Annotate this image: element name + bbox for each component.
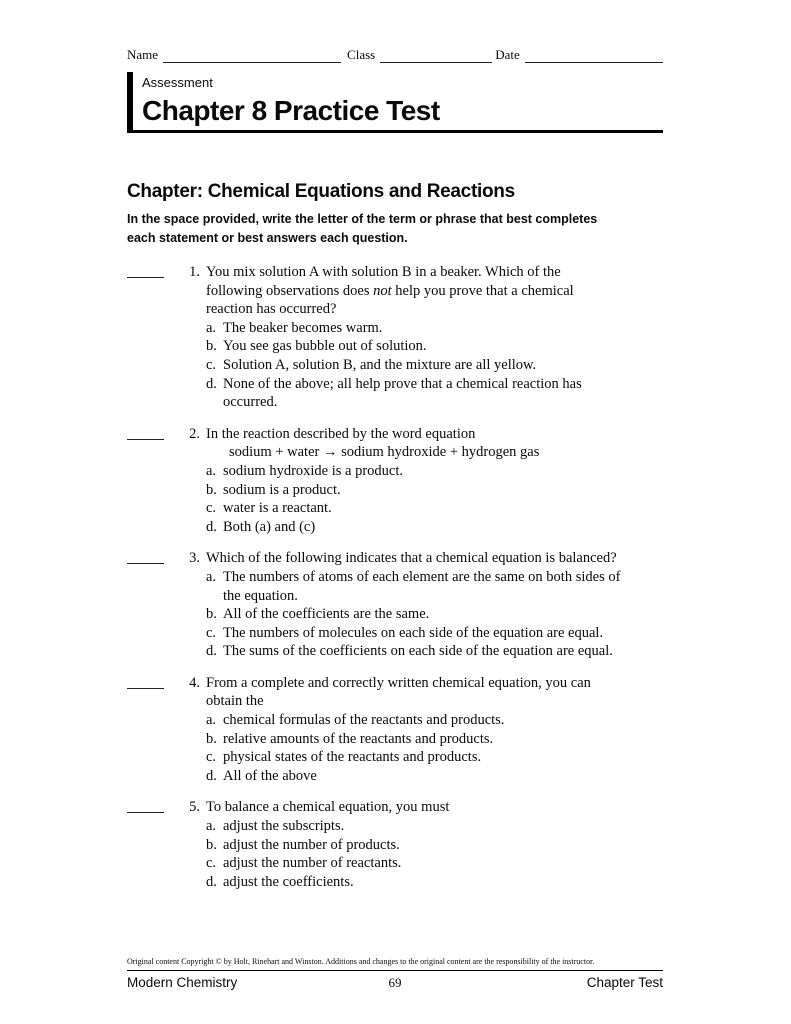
stem-text: You mix solution A with solution B in a beaker. Which of the — [206, 264, 561, 280]
option-line: relative amounts of the reactants and products. — [223, 730, 494, 747]
option-letter: d. — [206, 518, 217, 535]
option-text — [223, 605, 663, 624]
option-letter: b. — [206, 730, 217, 747]
answer-blank — [127, 549, 164, 564]
question-stem-line — [206, 282, 663, 301]
question-stem-line — [206, 443, 663, 462]
option-text — [223, 356, 663, 375]
question-item — [127, 263, 663, 412]
option-text — [223, 748, 663, 767]
option-letter: a. — [206, 462, 217, 479]
option-line: adjust the number of products. — [223, 836, 400, 853]
stem-text: To balance a chemical equation, you must — [206, 799, 450, 816]
option-line: Solution A, solution B, and the mixture are all yellow. — [223, 356, 537, 373]
question-body — [206, 263, 663, 412]
question-number: 1. — [189, 264, 200, 280]
option-text — [223, 462, 663, 481]
question-stem-line — [206, 692, 663, 711]
answer-option — [206, 462, 663, 481]
answer-option — [206, 854, 663, 873]
question-item — [127, 674, 663, 786]
option-letter: c. — [206, 749, 217, 766]
instruction-line: In the space provided, write the letter of the term or phrase that best completes — [127, 212, 598, 226]
option-text — [223, 873, 663, 892]
option-letter: a. — [206, 568, 217, 585]
option-line: The numbers of molecules on each side of the equation are equal. — [223, 624, 604, 641]
doc-type-label: Chapter Test — [586, 975, 663, 990]
page-footer — [127, 956, 663, 991]
option-line: adjust the subscripts. — [223, 818, 345, 835]
stem-text: reaction has occurred? — [206, 301, 337, 318]
answer-option — [206, 375, 663, 412]
answer-option — [206, 499, 663, 518]
option-line: You see gas bubble out of solution. — [223, 338, 427, 355]
answer-option — [206, 873, 663, 892]
answer-option — [206, 319, 663, 338]
page-number: 69 — [388, 975, 402, 990]
title-block — [127, 72, 663, 133]
answer-option — [206, 730, 663, 749]
option-line: sodium hydroxide is a product. — [223, 462, 404, 479]
option-line: All of the above — [223, 767, 317, 784]
option-line: chemical formulas of the reactants and products. — [223, 712, 505, 729]
option-text — [223, 568, 663, 605]
option-line: adjust the number of reactants. — [223, 855, 402, 872]
answer-option — [206, 767, 663, 786]
question-item — [127, 425, 663, 537]
question-stem-line — [206, 263, 663, 282]
option-letter: d. — [206, 767, 217, 784]
option-text — [223, 836, 663, 855]
option-text — [223, 481, 663, 500]
option-line: occurred. — [223, 394, 278, 411]
question-item — [127, 798, 663, 891]
option-text — [223, 499, 663, 518]
answer-option — [206, 836, 663, 855]
stem-text: following observations does — [206, 282, 374, 299]
option-line: the equation. — [223, 587, 298, 604]
copyright-line: Original content Copyright © by Holt, Rinehart and Winston. Additions and changes to the original content are the responsibility of the instructor. — [127, 957, 595, 966]
option-letter: d. — [206, 873, 217, 890]
option-letter: d. — [206, 375, 217, 392]
option-letter: a. — [206, 712, 217, 729]
option-letter: a. — [206, 818, 217, 835]
option-letter: b. — [206, 481, 217, 498]
option-letter: d. — [206, 643, 217, 660]
option-letter: c. — [206, 624, 217, 641]
answer-blank — [127, 425, 164, 440]
answer-option — [206, 481, 663, 500]
date-blank-line — [525, 48, 663, 63]
question-list — [127, 263, 663, 891]
section-title: Chapter: Chemical Equations and Reactions — [127, 181, 515, 202]
option-text — [223, 854, 663, 873]
stem-text: In the reaction described by the word equation — [206, 425, 476, 442]
answer-option — [206, 605, 663, 624]
question-body — [206, 674, 663, 786]
option-text — [223, 642, 663, 661]
option-letter: c. — [206, 500, 217, 517]
page-title: Chapter 8 Practice Test — [142, 95, 440, 126]
question-number: 4. — [189, 674, 200, 691]
option-line: The beaker becomes warm. — [223, 319, 383, 336]
question-number: 2. — [189, 425, 200, 442]
instruction-line: each statement or best answers each question. — [127, 231, 408, 245]
answer-option — [206, 624, 663, 643]
question-stem-line — [206, 300, 663, 319]
option-letter: a. — [206, 319, 217, 336]
option-text — [223, 817, 663, 836]
assessment-kicker: Assessment — [142, 75, 213, 90]
option-line: Both (a) and (c) — [223, 518, 316, 535]
answer-option — [206, 711, 663, 730]
instructions — [127, 210, 663, 248]
option-line: sodium is a product. — [223, 481, 341, 498]
question-number: 5. — [189, 799, 200, 816]
option-text — [223, 711, 663, 730]
class-label: Class — [347, 47, 376, 62]
question-stem-line — [206, 549, 663, 568]
question-body — [206, 798, 663, 891]
name-class-date-row — [127, 47, 663, 63]
option-text — [223, 375, 663, 412]
option-line: water is a reactant. — [223, 500, 332, 517]
option-text — [223, 518, 663, 537]
answer-option — [206, 337, 663, 356]
answer-option — [206, 817, 663, 836]
question-stem-line — [206, 674, 663, 693]
option-letter: b. — [206, 606, 217, 623]
answer-blank — [127, 798, 164, 813]
answer-option — [206, 568, 663, 605]
question-body — [206, 425, 663, 537]
option-text — [223, 319, 663, 338]
option-text — [223, 624, 663, 643]
answer-blank — [127, 263, 164, 278]
class-blank-line — [380, 48, 492, 63]
answer-option — [206, 642, 663, 661]
question-stem-line — [206, 425, 663, 444]
option-letter: b. — [206, 338, 217, 355]
answer-option — [206, 356, 663, 375]
answer-option — [206, 748, 663, 767]
book-title: Modern Chemistry — [127, 975, 238, 990]
question-item — [127, 549, 663, 661]
option-text — [223, 730, 663, 749]
stem-text: sodium + water → sodium hydroxide + hydrogen gas — [229, 444, 540, 461]
question-number: 3. — [189, 550, 200, 567]
stem-text: not — [373, 282, 392, 299]
stem-text: Which of the following indicates that a chemical equation is balanced? — [206, 550, 617, 567]
option-line: The sums of the coefficients on each side of the equation are equal. — [223, 643, 613, 660]
option-letter: c. — [206, 356, 217, 373]
answer-blank — [127, 674, 164, 689]
option-text — [223, 337, 663, 356]
footer-row — [127, 971, 663, 991]
option-line: All of the coefficients are the same. — [223, 606, 430, 623]
option-line: None of the above; all help prove that a chemical reaction has — [223, 375, 582, 392]
answer-option — [206, 518, 663, 537]
option-line: physical states of the reactants and products. — [223, 749, 482, 766]
stem-text: From a complete and correctly written chemical equation, you can — [206, 674, 591, 691]
name-label: Name — [127, 47, 159, 62]
option-line: The numbers of atoms of each element are the same on both sides of — [223, 568, 621, 585]
stem-text: help you prove that a chemical — [391, 282, 574, 299]
stem-text: obtain the — [206, 693, 264, 710]
question-body — [206, 549, 663, 661]
option-letter: c. — [206, 855, 217, 872]
question-stem-line — [206, 798, 663, 817]
date-label: Date — [495, 47, 520, 62]
option-line: adjust the coefficients. — [223, 873, 354, 890]
option-letter: b. — [206, 836, 217, 853]
name-blank-line — [163, 48, 341, 63]
option-text — [223, 767, 663, 786]
